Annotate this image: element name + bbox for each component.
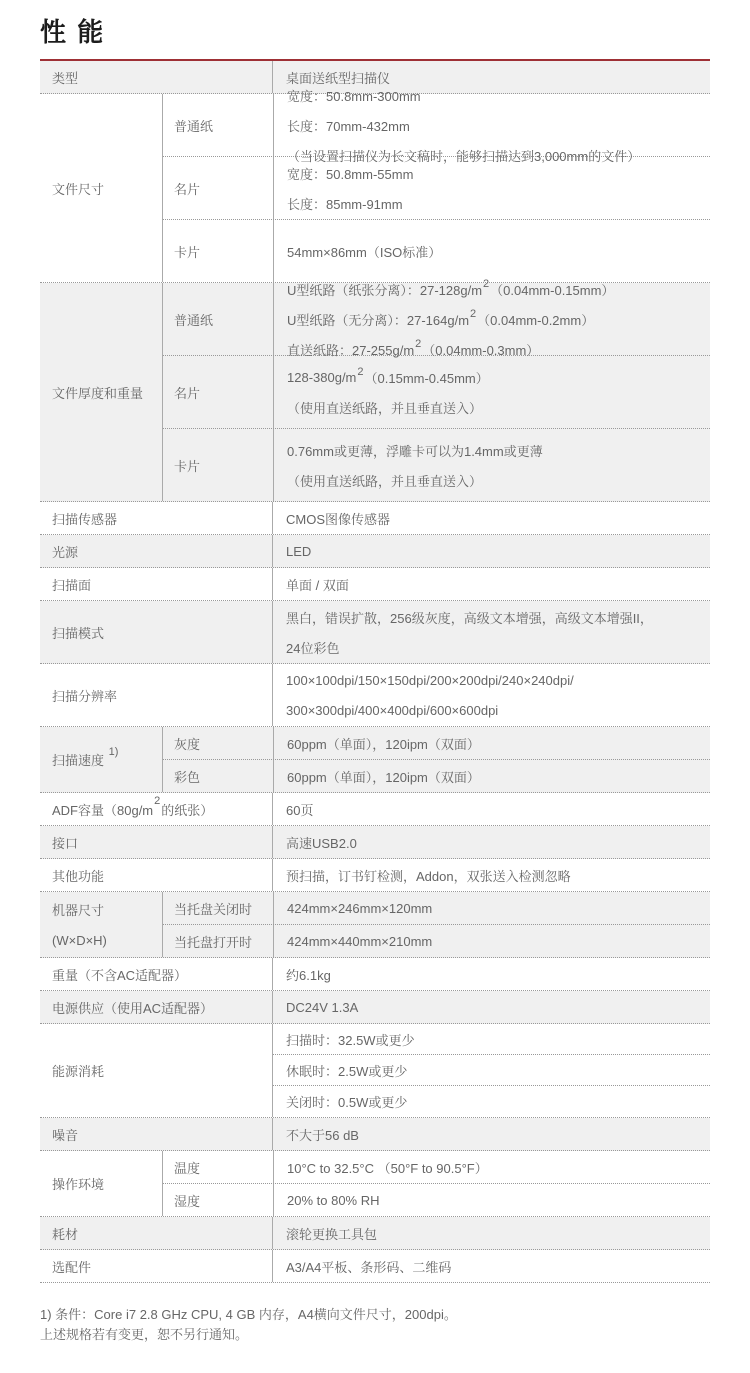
spec-value: 0.76mm或更薄，浮雕卡可以为1.4mm或更薄 <box>287 443 543 459</box>
spec-sublabel: 湿度 <box>174 1193 201 1209</box>
subrow-color <box>163 760 710 792</box>
spec-value: （使用直送纸路，并且垂直送入） <box>287 473 483 489</box>
spec-value-cell <box>272 568 710 600</box>
spec-sublabel: 温度 <box>174 1160 201 1176</box>
table-row-document-size <box>40 88 710 283</box>
table-row-adf-capacity <box>40 793 710 826</box>
spec-value-cell <box>272 1024 710 1117</box>
table-row-document-weight <box>40 277 710 502</box>
spec-sublabel: 灰度 <box>174 736 201 752</box>
superscript: 2 <box>415 337 422 350</box>
spec-value: 长度：85mm-91mm <box>287 196 403 212</box>
spec-value-cell <box>273 220 710 282</box>
subrow-plain-paper <box>163 88 710 164</box>
spec-label-cell <box>40 727 162 792</box>
spec-label: 耗材 <box>52 1226 79 1242</box>
spec-value: 单面 / 双面 <box>286 577 349 593</box>
spec-value-cell <box>272 1217 710 1249</box>
spec-value: 休眠时：2.5W或更少 <box>273 1055 710 1086</box>
spec-label-cell <box>40 664 272 726</box>
subrows <box>162 727 710 792</box>
spec-value-text: 128-380g/m <box>287 369 357 385</box>
subrow-business-card <box>163 157 710 220</box>
spec-sublabel: 普通纸 <box>174 312 214 328</box>
spec-value: 黑白，错误扩散，256级灰度，高级文本增强，高级文本增强II， <box>286 610 653 626</box>
spec-value-cell <box>273 277 710 358</box>
spec-value: 桌面送纸型扫描仪 <box>286 70 391 86</box>
table-row-weight <box>40 958 710 991</box>
table-row-sensor <box>40 502 710 535</box>
spec-value-text: U型纸路（纸张分离）：27-128g/m <box>287 282 483 298</box>
subrow-business-card <box>163 356 710 429</box>
subrows <box>162 1151 710 1216</box>
spec-value: 60ppm（单面），120ipm（双面） <box>287 736 480 752</box>
spec-value-cell <box>273 157 710 219</box>
superscript: 2 <box>470 307 477 320</box>
spec-value-text: （0.15mm-0.45mm） <box>364 370 489 386</box>
spec-sublabel: 名片 <box>174 385 201 401</box>
spec-value-cell <box>272 793 710 825</box>
table-row-resolution <box>40 664 710 727</box>
spec-label: 噪音 <box>52 1127 79 1143</box>
superscript: 2 <box>483 277 490 290</box>
spec-value-text: （0.04mm-0.3mm） <box>422 342 540 358</box>
table-row-noise <box>40 1118 710 1151</box>
table-row-light-source <box>40 535 710 568</box>
spec-label-cell <box>40 502 272 534</box>
spec-value-cell <box>273 1184 710 1216</box>
spec-value-cell <box>273 727 710 759</box>
spec-value-cell <box>272 535 710 567</box>
spec-label-text: ADF容量（80g/m <box>52 802 154 818</box>
table-row-dimensions <box>40 892 710 958</box>
spec-label-text: 扫描速度 <box>52 753 105 768</box>
spec-value: 滚轮更换工具包 <box>286 1226 378 1242</box>
spec-value: 长度：70mm-432mm <box>287 118 410 134</box>
spec-label: 操作环境 <box>52 1177 105 1192</box>
spec-label <box>52 745 119 769</box>
spec-value-cell <box>273 892 710 924</box>
table-row-scan-side <box>40 568 710 601</box>
spec-label: 光源 <box>52 544 79 560</box>
spec-value-cell <box>272 991 710 1023</box>
subrows <box>162 892 710 957</box>
spec-sublabel: 卡片 <box>174 458 201 474</box>
spec-value-cell <box>272 1250 710 1282</box>
spec-label: 文件厚度和重量 <box>52 385 144 401</box>
footnotes <box>40 1305 710 1345</box>
table-row-scan-speed <box>40 727 710 793</box>
spec-label-cell <box>40 535 272 567</box>
spec-label-cell <box>40 1118 272 1150</box>
spec-value-text: （0.04mm-0.2mm） <box>477 312 595 328</box>
spec-label: 扫描传感器 <box>52 511 118 527</box>
table-row-interface <box>40 826 710 859</box>
spec-label-cell <box>40 568 272 600</box>
spec-value: 300×300dpi/400×400dpi/600×600dpi <box>286 702 499 718</box>
spec-label-cell <box>40 94 162 282</box>
table-row-other-functions <box>40 859 710 892</box>
spec-label-cell <box>40 892 162 957</box>
subrow-plain-paper <box>163 277 710 358</box>
subrow-tray-open <box>163 925 710 957</box>
spec-label: 接口 <box>52 835 79 851</box>
subrow-humidity <box>163 1184 710 1216</box>
subrow-temperature <box>163 1151 710 1184</box>
spec-sublabel: 当托盘关闭时 <box>174 901 253 917</box>
spec-value: 不大于56 dB <box>286 1127 359 1143</box>
spec-value-cell <box>273 1151 710 1183</box>
spec-value-cell <box>273 429 710 501</box>
spec-label: 机器尺寸 <box>52 902 105 918</box>
spec-label-text: 的纸张） <box>161 802 214 818</box>
spec-value-text: （0.04mm-0.15mm） <box>490 282 615 298</box>
footnote-line: 上述规格若有变更，恕不另行通知。 <box>40 1327 249 1342</box>
spec-label-cell <box>40 1250 272 1282</box>
spec-sublabel: 彩色 <box>174 769 201 785</box>
spec-value-cell <box>273 760 710 792</box>
spec-label <box>52 795 214 819</box>
spec-sublabel: 卡片 <box>174 244 201 260</box>
spec-label: 类型 <box>52 70 79 86</box>
spec-value-cell <box>272 1118 710 1150</box>
spec-value: 54mm×86mm（ISO标准） <box>287 244 442 260</box>
spec-value: 424mm×440mm×210mm <box>287 933 433 949</box>
subrows <box>162 88 710 282</box>
spec-label: 扫描模式 <box>52 625 105 641</box>
spec-label-cell <box>40 991 272 1023</box>
spec-value-cell <box>272 958 710 990</box>
spec-value-text: U型纸路（无分离）：27-164g/m <box>287 312 470 328</box>
spec-label-cell <box>40 283 162 501</box>
spec-value: CMOS图像传感器 <box>286 511 391 527</box>
spec-label-cell <box>40 1024 272 1117</box>
spec-label: 其他功能 <box>52 868 105 884</box>
spec-value: （使用直送纸路，并且垂直送入） <box>287 400 483 416</box>
spec-value-cell <box>272 601 710 663</box>
spec-label-cell <box>40 1217 272 1249</box>
spec-value: 宽度：50.8mm-300mm <box>287 88 421 104</box>
spec-value <box>274 304 702 334</box>
spec-label: 选配件 <box>52 1259 92 1275</box>
spec-sublabel: 普通纸 <box>174 118 214 134</box>
spec-value-text: 直送纸路：27-255g/m <box>287 342 415 358</box>
table-row-options <box>40 1250 710 1283</box>
footnote-marker: 1) <box>108 745 119 758</box>
spec-value: （当设置扫描仪为长文稿时，能够扫描达到3,000mm的文件） <box>287 148 641 164</box>
subrow-card <box>163 220 710 282</box>
spec-sublabel: 名片 <box>174 181 201 197</box>
spec-value: 60ppm（单面），120ipm（双面） <box>287 769 480 785</box>
spec-value-cell <box>273 88 710 164</box>
table-row-power-consumption <box>40 1024 710 1118</box>
subrow-tray-closed <box>163 892 710 925</box>
spec-value <box>274 362 702 392</box>
spec-value-cell <box>272 664 710 726</box>
superscript: 2 <box>154 795 161 808</box>
table-row-operating-environment <box>40 1151 710 1217</box>
subrow-card <box>163 429 710 501</box>
spec-label: 文件尺寸 <box>52 181 105 197</box>
spec-label: 电源供应（使用AC适配器） <box>52 1000 214 1016</box>
spec-label: 扫描面 <box>52 577 92 593</box>
spec-value-cell <box>272 859 710 891</box>
subrow-grayscale <box>163 727 710 760</box>
spec-label: 能源消耗 <box>52 1064 105 1079</box>
spec-label-cell <box>40 61 272 93</box>
spec-value: 宽度：50.8mm-55mm <box>287 166 414 182</box>
spec-value: 20% to 80% RH <box>287 1192 380 1208</box>
spec-sublabel: 当托盘打开时 <box>174 934 253 950</box>
spec-value: 424mm×246mm×120mm <box>287 900 433 916</box>
superscript: 2 <box>357 365 364 378</box>
spec-value: 预扫描，订书钉检测，Addon，双张送入检测忽略 <box>286 868 571 884</box>
spec-label-cell <box>40 958 272 990</box>
spec-value: LED <box>286 543 312 559</box>
spec-label: 扫描分辨率 <box>52 688 118 704</box>
spec-value: A3/A4平板、条形码、二维码 <box>286 1259 452 1275</box>
spec-value: 关闭时：0.5W或更少 <box>286 1095 408 1110</box>
spec-value: 高速USB2.0 <box>286 835 357 851</box>
spec-value-cell <box>273 925 710 957</box>
table-row-consumables <box>40 1217 710 1250</box>
spec-value-cell <box>272 502 710 534</box>
spec-label: 重量（不含AC适配器） <box>52 967 188 983</box>
spec-value: 扫描时：32.5W或更少 <box>273 1024 710 1055</box>
spec-value: 24位彩色 <box>286 640 340 656</box>
spec-value: 100×100dpi/150×150dpi/200×200dpi/240×240dpi/ <box>286 672 574 688</box>
page-title: 性 能 <box>40 17 106 47</box>
table-row-power-supply <box>40 991 710 1024</box>
spec-label-cell <box>40 793 272 825</box>
spec-label: (W×D×H) <box>52 932 107 948</box>
spec-value <box>274 274 702 304</box>
spec-label-cell <box>40 1151 162 1216</box>
table-row-scan-mode <box>40 601 710 664</box>
spec-value: 10°C to 32.5°C （50°F to 90.5°F） <box>287 1160 488 1176</box>
spec-label-cell <box>40 601 272 663</box>
spec-value: DC24V 1.3A <box>286 999 359 1015</box>
spec-value-cell <box>273 356 710 428</box>
spec-table <box>40 61 710 1283</box>
spec-value-cell <box>272 826 710 858</box>
spec-label-cell <box>40 826 272 858</box>
footnote-line: 1) 条件：Core i7 2.8 GHz CPU, 4 GB 内存，A4横向文件尺寸，200dpi。 <box>40 1307 457 1322</box>
subrows <box>162 277 710 501</box>
spec-label-cell <box>40 859 272 891</box>
spec-value: 约6.1kg <box>286 967 331 983</box>
spec-value: 60页 <box>286 802 314 818</box>
